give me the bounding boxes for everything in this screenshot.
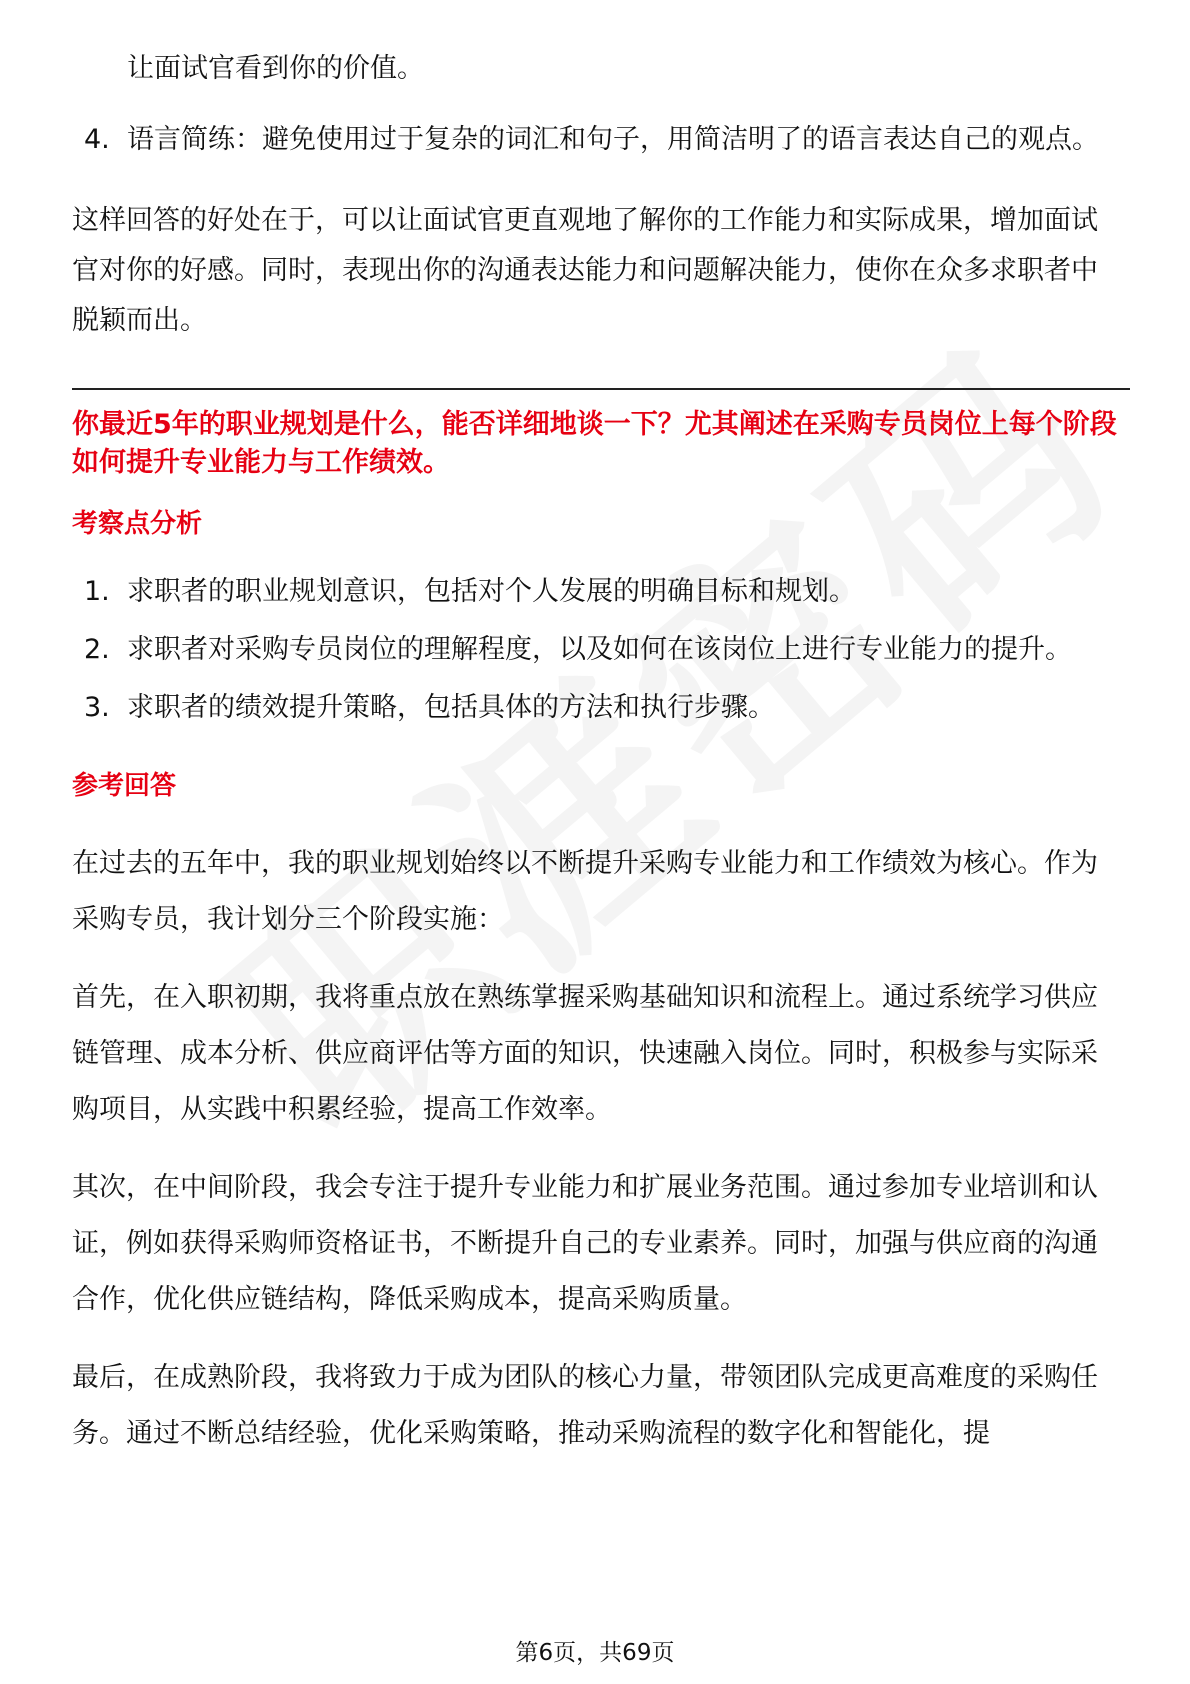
list-number: 1.: [84, 576, 110, 607]
list-number: 3.: [84, 692, 110, 723]
question-title: 你最近5年的职业规划是什么，能否详细地谈一下？尤其阐述在采购专员岗位上每个阶段如何提升专业能力与工作绩效。: [72, 409, 1117, 478]
answer-heading: 参考回答: [72, 771, 177, 801]
benefit-paragraph: 这样回答的好处在于，可以让面试官更直观地了解你的工作能力和实际成果，增加面试官对你的好感。同时，表现出你的沟通表达能力和问题解决能力，使你在众多求职者中脱颖而出。: [72, 205, 1098, 336]
list-text: 语言简练：避免使用过于复杂的词汇和句子，用简洁明了的语言表达自己的观点。: [127, 124, 1099, 155]
analysis-item: [72, 622, 1122, 678]
list-text: 求职者对采购专员岗位的理解程度，以及如何在该岗位上进行专业能力的提升。: [127, 634, 1072, 665]
list-text: 求职者的职业规划意识，包括对个人发展的明确目标和规划。: [127, 576, 856, 607]
page-content: [72, 48, 1122, 1462]
analysis-heading: 考察点分析: [72, 509, 203, 539]
section-divider: [72, 388, 1130, 390]
list-item-4: [72, 112, 1122, 168]
answer-paragraph: 最后，在成熟阶段，我将致力于成为团队的核心力量，带领团队完成更高难度的采购任务。通过不断总结经验，优化采购策略，推动采购流程的数字化和智能化，提: [72, 1362, 1098, 1449]
list-number: 4.: [84, 124, 110, 155]
analysis-list: [72, 562, 1122, 738]
list-number: 2.: [84, 634, 110, 665]
list-text: 求职者的绩效提升策略，包括具体的方法和执行步骤。: [127, 692, 775, 723]
page-footer: 第6页，共69页: [515, 1640, 675, 1666]
answer-paragraph: 在过去的五年中，我的职业规划始终以不断提升采购专业能力和工作绩效为核心。作为采购专员，我计划分三个阶段实施：: [72, 848, 1098, 935]
answer-paragraph: 其次，在中间阶段，我会专注于提升专业能力和扩展业务范围。通过参加专业培训和认证，例如获得采购师资格证书，不断提升自己的专业素养。同时，加强与供应商的沟通合作，优化供应链结构，降低采购成本，提高采购质量。: [72, 1172, 1098, 1315]
list-item-continuation: 让面试官看到你的价值。: [127, 53, 424, 84]
analysis-item: [72, 562, 1122, 622]
analysis-item: [72, 678, 1122, 738]
answer-paragraph: 首先，在入职初期，我将重点放在熟练掌握采购基础知识和流程上。通过系统学习供应链管理、成本分析、供应商评估等方面的知识，快速融入岗位。同时，积极参与实际采购项目，从实践中积累经验，提高工作效率。: [72, 982, 1098, 1125]
